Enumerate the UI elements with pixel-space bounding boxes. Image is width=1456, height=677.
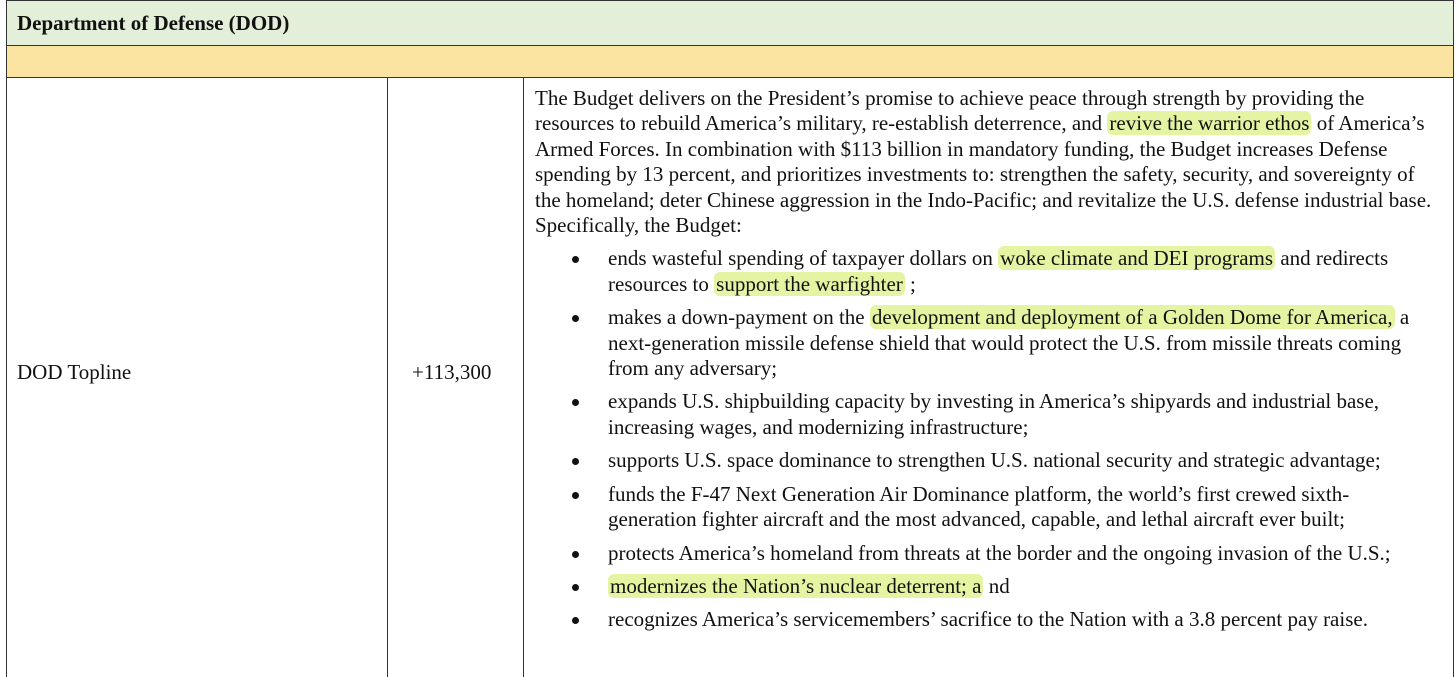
highlighted-text: revive the warrior ethos (1109, 111, 1310, 136)
bullet-item (535, 389, 1435, 440)
section-title: Department of Defense (DOD) (17, 10, 290, 35)
bullet-icon (572, 315, 579, 322)
bullet-icon (572, 458, 579, 465)
bullet-icon (572, 617, 579, 624)
text-segment: supports U.S. space dominance to strengthen U.S. national security and strategic advantage; (608, 448, 1381, 473)
row-amount: +113,300 (412, 360, 492, 384)
highlighted-text: modernizes the Nation’s nuclear deterrent; a (610, 573, 982, 598)
bullet-item (535, 607, 1435, 632)
bullet-item (535, 246, 1435, 297)
text-segment: and redirects resources to (608, 246, 1389, 296)
bullet-icon (572, 492, 579, 499)
bullet-icon (572, 399, 579, 406)
bullet-item (535, 574, 1435, 599)
text-segment: The Budget delivers on the President’s promise to achieve peace through strength by providing the resources to rebuild America’s military, re-establish deterrence, and (535, 86, 1365, 136)
description-bullet-list (535, 246, 1435, 632)
bullet-item (535, 305, 1435, 381)
highlighted-text: support the warfighter (716, 271, 903, 296)
bullet-item (535, 541, 1435, 566)
section-spacer-row (6, 46, 1454, 78)
text-segment: of America’s Armed Forces. In combination with $113 billion in mandatory funding, the Budget increases Defense spending by 13 percent, and prioritizes investments to: strengthen the safety, security, and sovereignty of the homeland; deter Chinese aggression in the Indo-Pacific; and revitalize the U.S. defense industrial base. Specifically, the Budget: (535, 111, 1432, 238)
text-segment: a next-generation missile defense shield that would protect the U.S. from missile threats coming from any adversary; (608, 305, 1410, 381)
bullet-item (535, 448, 1435, 473)
text-segment: ends wasteful spending of taxpayer dollars on (608, 246, 993, 271)
highlighted-text: development and deployment of a Golden Dome for America, (871, 305, 1393, 330)
bullet-item (535, 482, 1435, 533)
text-segment: expands U.S. shipbuilding capacity by investing in America’s shipyards and industrial base, increasing wages, and modernizing infrastructure; (608, 389, 1380, 439)
row-description (535, 86, 1435, 641)
text-segment: funds the F-47 Next Generation Air Dominance platform, the world’s first crewed sixth-generation fighter aircraft and the most advanced, capable, and lethal aircraft ever built; (608, 481, 1350, 532)
row-label: DOD Topline (17, 360, 132, 384)
bullet-icon (572, 584, 579, 591)
bullet-icon (572, 551, 579, 558)
text-segment: makes a down-payment on the (608, 305, 865, 330)
text-segment: recognizes America’s servicemembers’ sacrifice to the Nation with a 3.8 percent pay raise. (608, 607, 1368, 632)
description-intro (535, 86, 1435, 238)
highlighted-text: woke climate and DEI programs (1000, 246, 1274, 271)
text-segment: nd (988, 573, 1010, 598)
text-segment: protects America’s homeland from threats at the border and the ongoing invasion of the U.S.; (608, 540, 1391, 565)
bullet-icon (572, 256, 579, 263)
table-header-row (6, 0, 1454, 46)
text-segment: ; (910, 271, 916, 296)
column-divider (387, 77, 388, 677)
column-divider (523, 77, 524, 677)
